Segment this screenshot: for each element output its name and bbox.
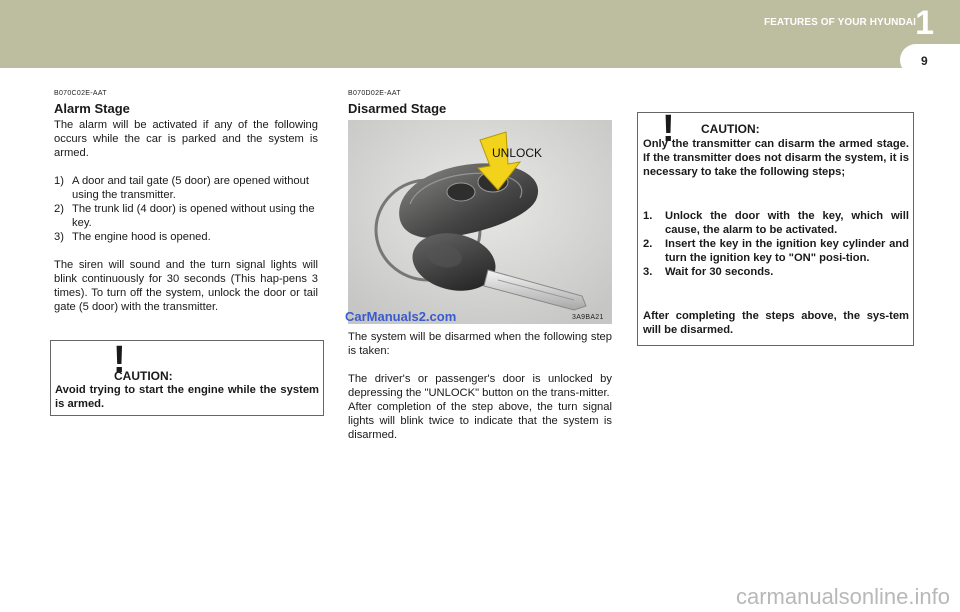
caution-intro: Only the transmitter can disarm the armed stage. If the transmitter does not disarm the system, it is necessary to take the following steps; <box>643 138 909 178</box>
list-number: 1) <box>54 175 64 187</box>
intro-paragraph: The alarm will be activated if any of the following occurs while the car is parked and the system is armed. <box>54 119 318 159</box>
list-number: 2) <box>54 203 64 215</box>
disarm-paragraph-2: The driver's or passenger's door is unlocked by depressing the "UNLOCK" button on the trans-mitter. <box>348 373 612 399</box>
disarm-paragraph-1: The system will be disarmed when the following step is taken: <box>348 331 612 357</box>
list-text: The trunk lid (4 door) is opened without using the key. <box>72 203 315 229</box>
page-number-tab <box>900 44 960 76</box>
section-code: B070C02E-AAT <box>54 90 107 97</box>
header-band <box>0 0 960 68</box>
page-number: 9 <box>921 54 928 68</box>
list-item <box>54 202 318 230</box>
outro-paragraph: The siren will sound and the turn signal lights will blink continuously for 30 seconds (This hap-pens 3 times). To turn off the system, unlock the door or tail gate (5 door) with the transmitter. <box>54 259 318 313</box>
section-title: FEATURES OF YOUR HYUNDAI <box>763 17 916 28</box>
list-item <box>54 174 318 202</box>
list-number: 2. <box>643 238 653 250</box>
list-item <box>643 265 909 279</box>
list-number: 3. <box>643 266 653 278</box>
disarmed-stage-text <box>348 330 612 442</box>
exclamation-icon: ! <box>662 108 675 150</box>
disarmed-stage-header <box>348 90 612 116</box>
caution-closing: After completing the steps above, the sys-tem will be disarmed. <box>643 310 909 336</box>
list-text: Wait for 30 seconds. <box>665 266 774 278</box>
caution-box <box>50 340 324 416</box>
section-code: B070D02E-AAT <box>348 90 401 97</box>
key-fob-illustration <box>348 120 612 324</box>
unlock-callout-label: UNLOCK <box>492 146 543 160</box>
list-number: 1. <box>643 210 653 222</box>
list-number: 3) <box>54 231 64 243</box>
watermark-text[interactable]: CarManuals2.com <box>345 309 457 324</box>
key-fob-photo <box>348 120 612 324</box>
section-heading: Disarmed Stage <box>348 101 447 116</box>
caution-title: CAUTION: <box>114 369 173 383</box>
lock-button <box>447 183 475 201</box>
caution-steps <box>643 209 909 279</box>
caution-box <box>637 108 914 346</box>
disarm-paragraph-3: After completion of the step above, the turn signal lights will blink twice to indicate that the system is disarmed. <box>348 401 612 441</box>
list-text: Insert the key in the ignition key cylinder and turn the ignition key to "ON" posi-tion. <box>665 238 909 264</box>
list-text: Unlock the door with the key, which will cause, the alarm to be activated. <box>665 210 909 236</box>
figure-code: 3A9BA21 <box>572 314 604 321</box>
list-text: A door and tail gate (5 door) are opened without using the transmitter. <box>72 175 309 201</box>
chapter-number: 1 <box>915 4 934 42</box>
section-heading: Alarm Stage <box>54 101 130 116</box>
alarm-stage-section <box>54 90 318 314</box>
caution-title: CAUTION: <box>701 122 760 136</box>
list-item <box>54 230 318 244</box>
exclamation-icon: ! <box>113 339 126 381</box>
footer-watermark[interactable]: carmanualsonline.info <box>735 584 950 609</box>
list-text: The engine hood is opened. <box>72 231 211 243</box>
trigger-list <box>54 174 318 244</box>
caution-text: Avoid trying to start the engine while the system is armed. <box>55 384 319 410</box>
list-item <box>643 209 909 237</box>
list-item <box>643 237 909 265</box>
